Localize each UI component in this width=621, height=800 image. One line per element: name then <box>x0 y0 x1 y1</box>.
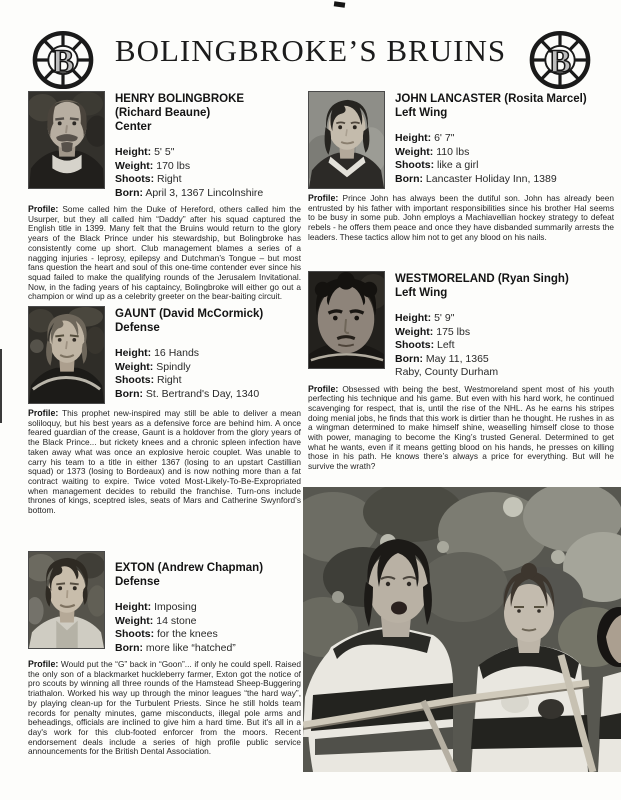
player-actor: (Richard Beaune) <box>115 107 211 119</box>
player-profile: Profile: Obsessed with being the best, Westmoreland spent most of his youth perfecting his technique and his game. But even with his hard work, he continued scavenging for respect, that is, until the rise of the NHL. As he earns his stripes doing menial jobs, he finds that this work is dirtier than he thought. He rushes in as a wingman determined to make himself shine, weaselling himself close to those with power, managing to become the King’s trusted General. Determined to get what he wants, even if it means getting blood on his hands, he presses on killing those in his path. He knows there’s always a price for everything. But will he survive the wrath? <box>308 383 614 472</box>
player-card-bolingbroke <box>28 91 301 302</box>
player-position: Left Wing <box>395 107 448 119</box>
stat-born: Born: Lancaster Holiday Inn, 1389 <box>395 172 557 185</box>
stat-height: Height: Imposing <box>115 601 197 613</box>
player-stats <box>395 312 569 380</box>
player-profile: Profile: Would put the “G” back in “Goon”... if only he could spell. Raised the only son of a blackmarket huckleberry farmer, Exton got the notice of pro scouts by winning all three rounds of the Hamstead Sheep-Buggering triathalon. Worked his way up through the minor leagues “the hard way”, by playing clean-up for the Turbulent Priests. Since he still holds team records for penalty minutes, game misconducts, illegal pole arms and beheadings, officials are inclined to give him a hard time. But it's all in a day's work for this club-footed enforcer from the moors. Recent endorsement deals include a series of high profile public service announcements for the British Dental Association. <box>28 659 301 757</box>
player-position: Left Wing <box>395 287 448 299</box>
player-profile: Profile: Some called him the Duke of Hereford, others called him the Usurper, but they all called him “Daddy” after his squad captured the English title in 1399. Many felt that the Bruins would return to the glory years of the Black Prince under his stewardship, but Bolingbroke has consistently come up short. Club management blames a series of a nagging injuries - leprosy, epilepsy and Dutchman’s Tongue – but most fans question the heart and soul of this one-time contender ever since his squad failed to make the qualifying rounds of the Jerusalem Invitational. Now, in the fading years of his captaincy, Bolingbroke will either go out a champion or wind up as a celebrity greeter on the bear-baiting circuit. <box>28 204 301 302</box>
page-title: BOLINGBROKE’S BRUINS <box>114 33 507 68</box>
stat-weight: Weight: 170 lbs <box>115 159 191 172</box>
player-position: Defense <box>115 576 160 588</box>
player-name: JOHN LANCASTER (Rosita Marcel) <box>395 93 587 105</box>
player-photo <box>308 271 385 369</box>
stat-height: Height: 6' 7" <box>395 132 455 144</box>
bruins-logo-icon <box>528 30 592 90</box>
scan-artifact <box>0 349 2 423</box>
stat-height: Height: 16 Hands <box>115 347 200 359</box>
stat-height: Height: 5' 5" <box>115 146 175 158</box>
player-card-exton <box>28 551 301 757</box>
player-position: Defense <box>115 322 160 334</box>
player-profile: Profile: Prince John has always been the dutiful son. John has already been entrusted by his father with important responsibilities since his brother Hal seems to be busy in some pub. John employs a Machiavellian hockey strategy to defeat rebels - he offers them peace and once they have disbanded summarily arrests the leaders. These tactics allow him not to get any blood on his nails. <box>308 193 614 242</box>
stat-shoots: Shoots: Right <box>115 173 182 185</box>
stat-shoots: Shoots: Left <box>395 339 455 351</box>
stat-weight: Weight: Spindly <box>115 360 191 373</box>
player-name: EXTON (Andrew Chapman) <box>115 562 264 574</box>
stat-weight: Weight: 110 lbs <box>395 145 470 158</box>
stat-born: Born: April 3, 1367 Lincolnshire <box>115 186 264 199</box>
player-stats <box>395 132 587 186</box>
player-name: WESTMORELAND (Ryan Singh) <box>395 273 569 285</box>
stat-weight: Weight: 175 lbs <box>395 325 471 338</box>
player-stats <box>115 146 263 200</box>
player-name: GAUNT (David McCormick) <box>115 308 264 320</box>
player-photo <box>28 306 105 404</box>
player-position: Center <box>115 121 152 133</box>
player-stats <box>115 601 263 655</box>
stat-weight: Weight: 14 stone <box>115 614 197 627</box>
logo-letter: B <box>548 43 572 81</box>
player-photo <box>28 551 105 649</box>
scan-artifact <box>334 1 346 7</box>
stat-shoots: Shoots: for the knees <box>115 628 218 640</box>
team-photo <box>303 487 621 772</box>
player-name: HENRY BOLINGBROKE <box>115 93 245 105</box>
stat-shoots: Shoots: like a girl <box>395 159 479 171</box>
player-card-westmoreland <box>308 271 614 472</box>
stat-born: Born: St. Bertrand's Day, 1340 <box>115 387 260 400</box>
player-card-lancaster <box>308 91 614 243</box>
stat-born: Born: more like “hatched” <box>115 641 236 654</box>
player-photo <box>308 91 385 189</box>
player-card-gaunt <box>28 306 301 516</box>
logo-letter: B <box>51 43 75 81</box>
player-profile: Profile: This prophet new-inspired may still be able to deliver a mean soliloquy, but his best years as a defensive force are behind him. A once feared guardian of the crease, Gaunt is a holdover from the glory years of the Black Prince... but rickety knees and a chronic spleen infection have taken away what was once an explosive heroic couplet. Was unable to carry his team to a title in either 1367 (losing to an upstart Castillian squad) or 1373 (losing to Bordeaux) and is now nothing more than a fat contract waiting to expire. Twice voted Most-Likely-To-Be-Expropriated when management decides to rebuild the franchise. Turn-ons include thrones of kings, sceptred isles, seats of Mars and Catherine Swynford’s bottom. <box>28 408 301 516</box>
player-photo <box>28 91 105 189</box>
stat-shoots: Shoots: Right <box>115 374 182 386</box>
stat-born-extra: Raby, County Durham <box>395 366 499 378</box>
stat-born: Born: May 11, 1365 <box>395 352 489 365</box>
player-stats <box>115 347 263 401</box>
stat-height: Height: 5' 9" <box>395 312 455 324</box>
